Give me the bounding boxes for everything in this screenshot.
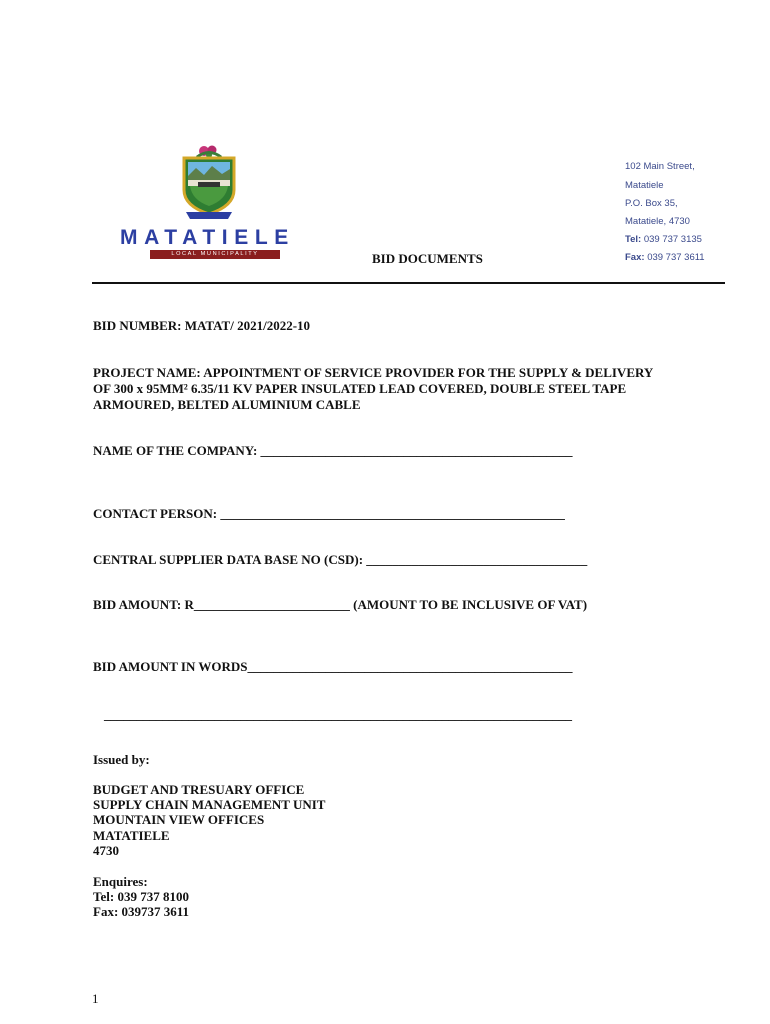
header-divider [92, 282, 725, 284]
issued-line-4: MATATIELE [93, 828, 170, 843]
address-town: Matatiele [625, 180, 664, 191]
municipality-logo-tagline: LOCAL MUNICIPALITY [150, 250, 280, 259]
municipality-logo-wordmark: MATATIELE [120, 226, 295, 249]
issued-line-3: MOUNTAIN VIEW OFFICES [93, 812, 265, 827]
project-name-line-3: ARMOURED, BELTED ALUMINIUM CABLE [93, 397, 361, 412]
address-town-code: Matatiele, 4730 [625, 216, 690, 227]
address-fax-value: 039 737 3611 [647, 252, 705, 263]
enquires-fax: Fax: 039737 3611 [93, 904, 190, 919]
company-name-field[interactable]: NAME OF THE COMPANY: ________________________________________________ [93, 443, 573, 458]
address-po-box: P.O. Box 35, [625, 198, 678, 209]
address-fax [625, 252, 705, 263]
contact-person-field[interactable]: CONTACT PERSON: _____________________________________________________ [93, 506, 565, 521]
bid-amount-field[interactable]: BID AMOUNT: R________________________ (AMOUNT TO BE INCLUSIVE OF VAT) [93, 597, 588, 612]
enquires-tel: Tel: 039 737 8100 [93, 889, 189, 904]
bid-number: BID NUMBER: MATAT/ 2021/2022-10 [93, 318, 311, 333]
issued-by-label: Issued by: [93, 752, 150, 767]
issued-line-5: 4730 [93, 843, 119, 858]
csd-number-field[interactable]: CENTRAL SUPPLIER DATA BASE NO (CSD): __________________________________ [93, 552, 588, 567]
issued-line-1: BUDGET AND TRESUARY OFFICE [93, 782, 305, 797]
bid-amount-words-line-2[interactable]: ________________________________________________________________________ [104, 707, 572, 722]
issued-line-2: SUPPLY CHAIN MANAGEMENT UNIT [93, 797, 326, 812]
enquires-label: Enquires: [93, 874, 148, 889]
document-title: BID DOCUMENTS [372, 251, 483, 266]
address-tel-value: 039 737 3135 [643, 234, 702, 245]
project-name-line-2: OF 300 x 95MM² 6.35/11 KV PAPER INSULATED LEAD COVERED, DOUBLE STEEL TAPE [93, 381, 627, 396]
page-number: 1 [92, 991, 99, 1006]
project-name-line-1: PROJECT NAME: APPOINTMENT OF SERVICE PROVIDER FOR THE SUPPLY & DELIVERY [93, 365, 654, 380]
address-street: 102 Main Street, [625, 161, 695, 172]
address-tel-label: Tel: [625, 234, 642, 245]
municipal-crest-icon [176, 142, 242, 220]
address-fax-label: Fax: [625, 252, 645, 263]
bid-amount-words-field[interactable]: BID AMOUNT IN WORDS__________________________________________________ [93, 659, 573, 674]
address-tel [625, 234, 702, 245]
